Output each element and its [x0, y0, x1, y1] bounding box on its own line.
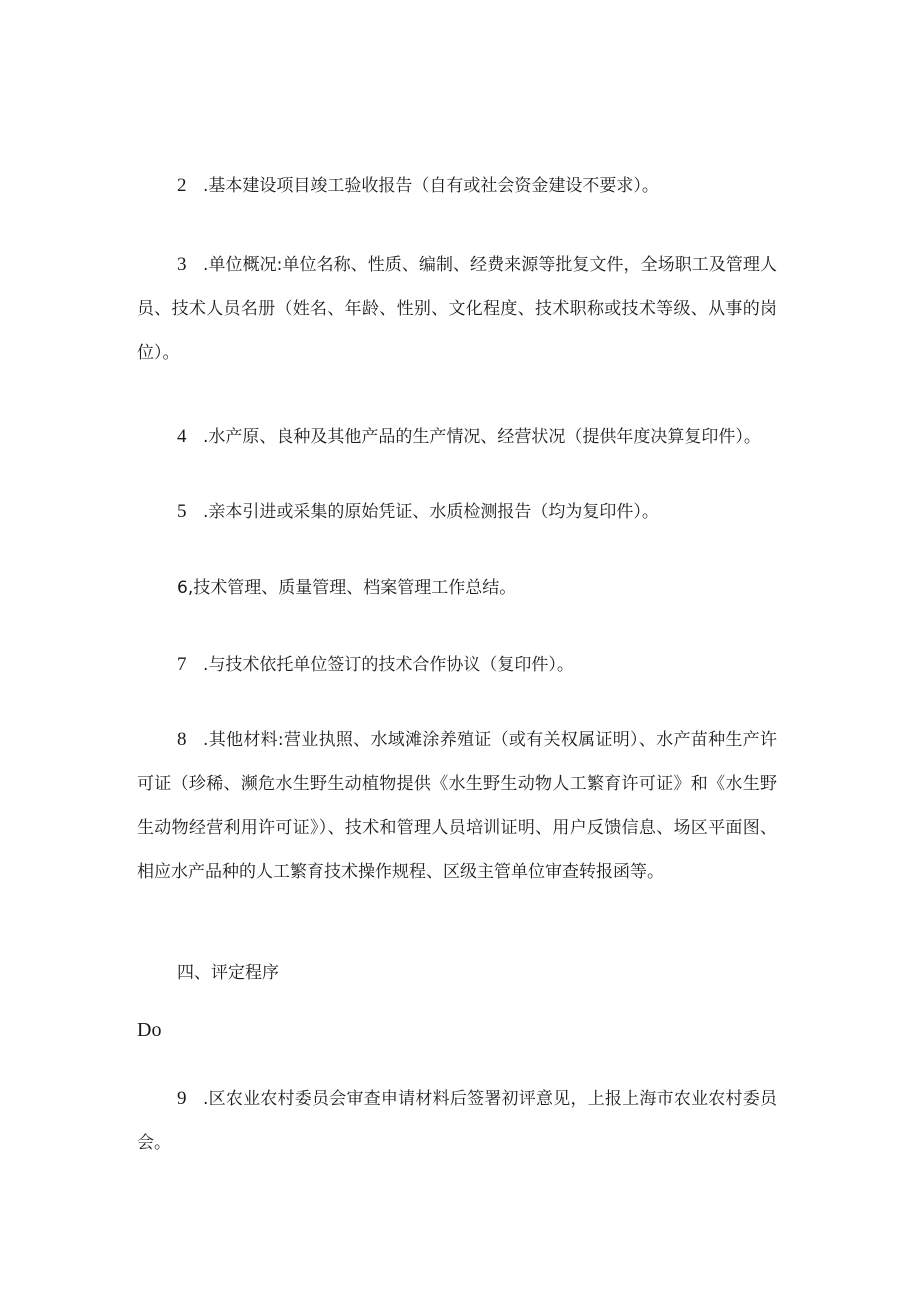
- item-text: .与技术依托单位签订的技术合作协议（复印件）。: [203, 655, 574, 675]
- stray-text: Do: [137, 1019, 162, 1041]
- item-9: [137, 1077, 777, 1165]
- item-6: [137, 566, 777, 610]
- item-number: 4: [177, 426, 187, 447]
- item-number: 8: [177, 729, 187, 750]
- item-number: 7: [177, 654, 187, 675]
- item-5: [137, 490, 777, 534]
- item-text: .亲本引进或采集的原始凭证、水质检测报告（均为复印件）。: [203, 502, 659, 522]
- item-text: .区农业农村委员会审查申请材料后签署初评意见，上报上海市农业农村委员会。: [137, 1089, 777, 1153]
- item-text: .水产原、良种及其他产品的生产情况、经营状况（提供年度决算复印件）。: [203, 427, 761, 447]
- section-heading: 四、评定程序: [177, 963, 279, 983]
- item-number: 2: [177, 175, 187, 196]
- item-number: 5: [177, 501, 187, 522]
- item-7: [137, 643, 777, 687]
- item-text: .其他材料:营业执照、水域滩涂养殖证（或有关权属证明）、水产苗种生产许可证（珍稀、濒危水生野生动植物提供《水生野生动物人工繁育许可证》和《水生野生动物经营利用许可证》）、技术和管理人员培训证明、用户反馈信息、场区平面图、相应水产品种的人工繁育技术操作规程、区级主管单位审查转报函等。: [137, 730, 777, 882]
- item-8: [137, 718, 777, 894]
- item-2: [137, 164, 777, 208]
- item-number: 3: [177, 254, 187, 275]
- item-text: 6,技术管理、质量管理、档案管理工作总结。: [177, 578, 517, 598]
- item-4: [137, 415, 777, 459]
- item-3: [137, 243, 777, 375]
- item-text: .基本建设项目竣工验收报告（自有或社会资金建设不要求）。: [203, 176, 659, 196]
- item-number: 9: [177, 1088, 187, 1109]
- item-text: .单位概况:单位名称、性质、编制、经费来源等批复文件，全场职工及管理人员、技术人员名册（姓名、年龄、性别、文化程度、技术职称或技术等级、从事的岗位）。: [137, 255, 777, 363]
